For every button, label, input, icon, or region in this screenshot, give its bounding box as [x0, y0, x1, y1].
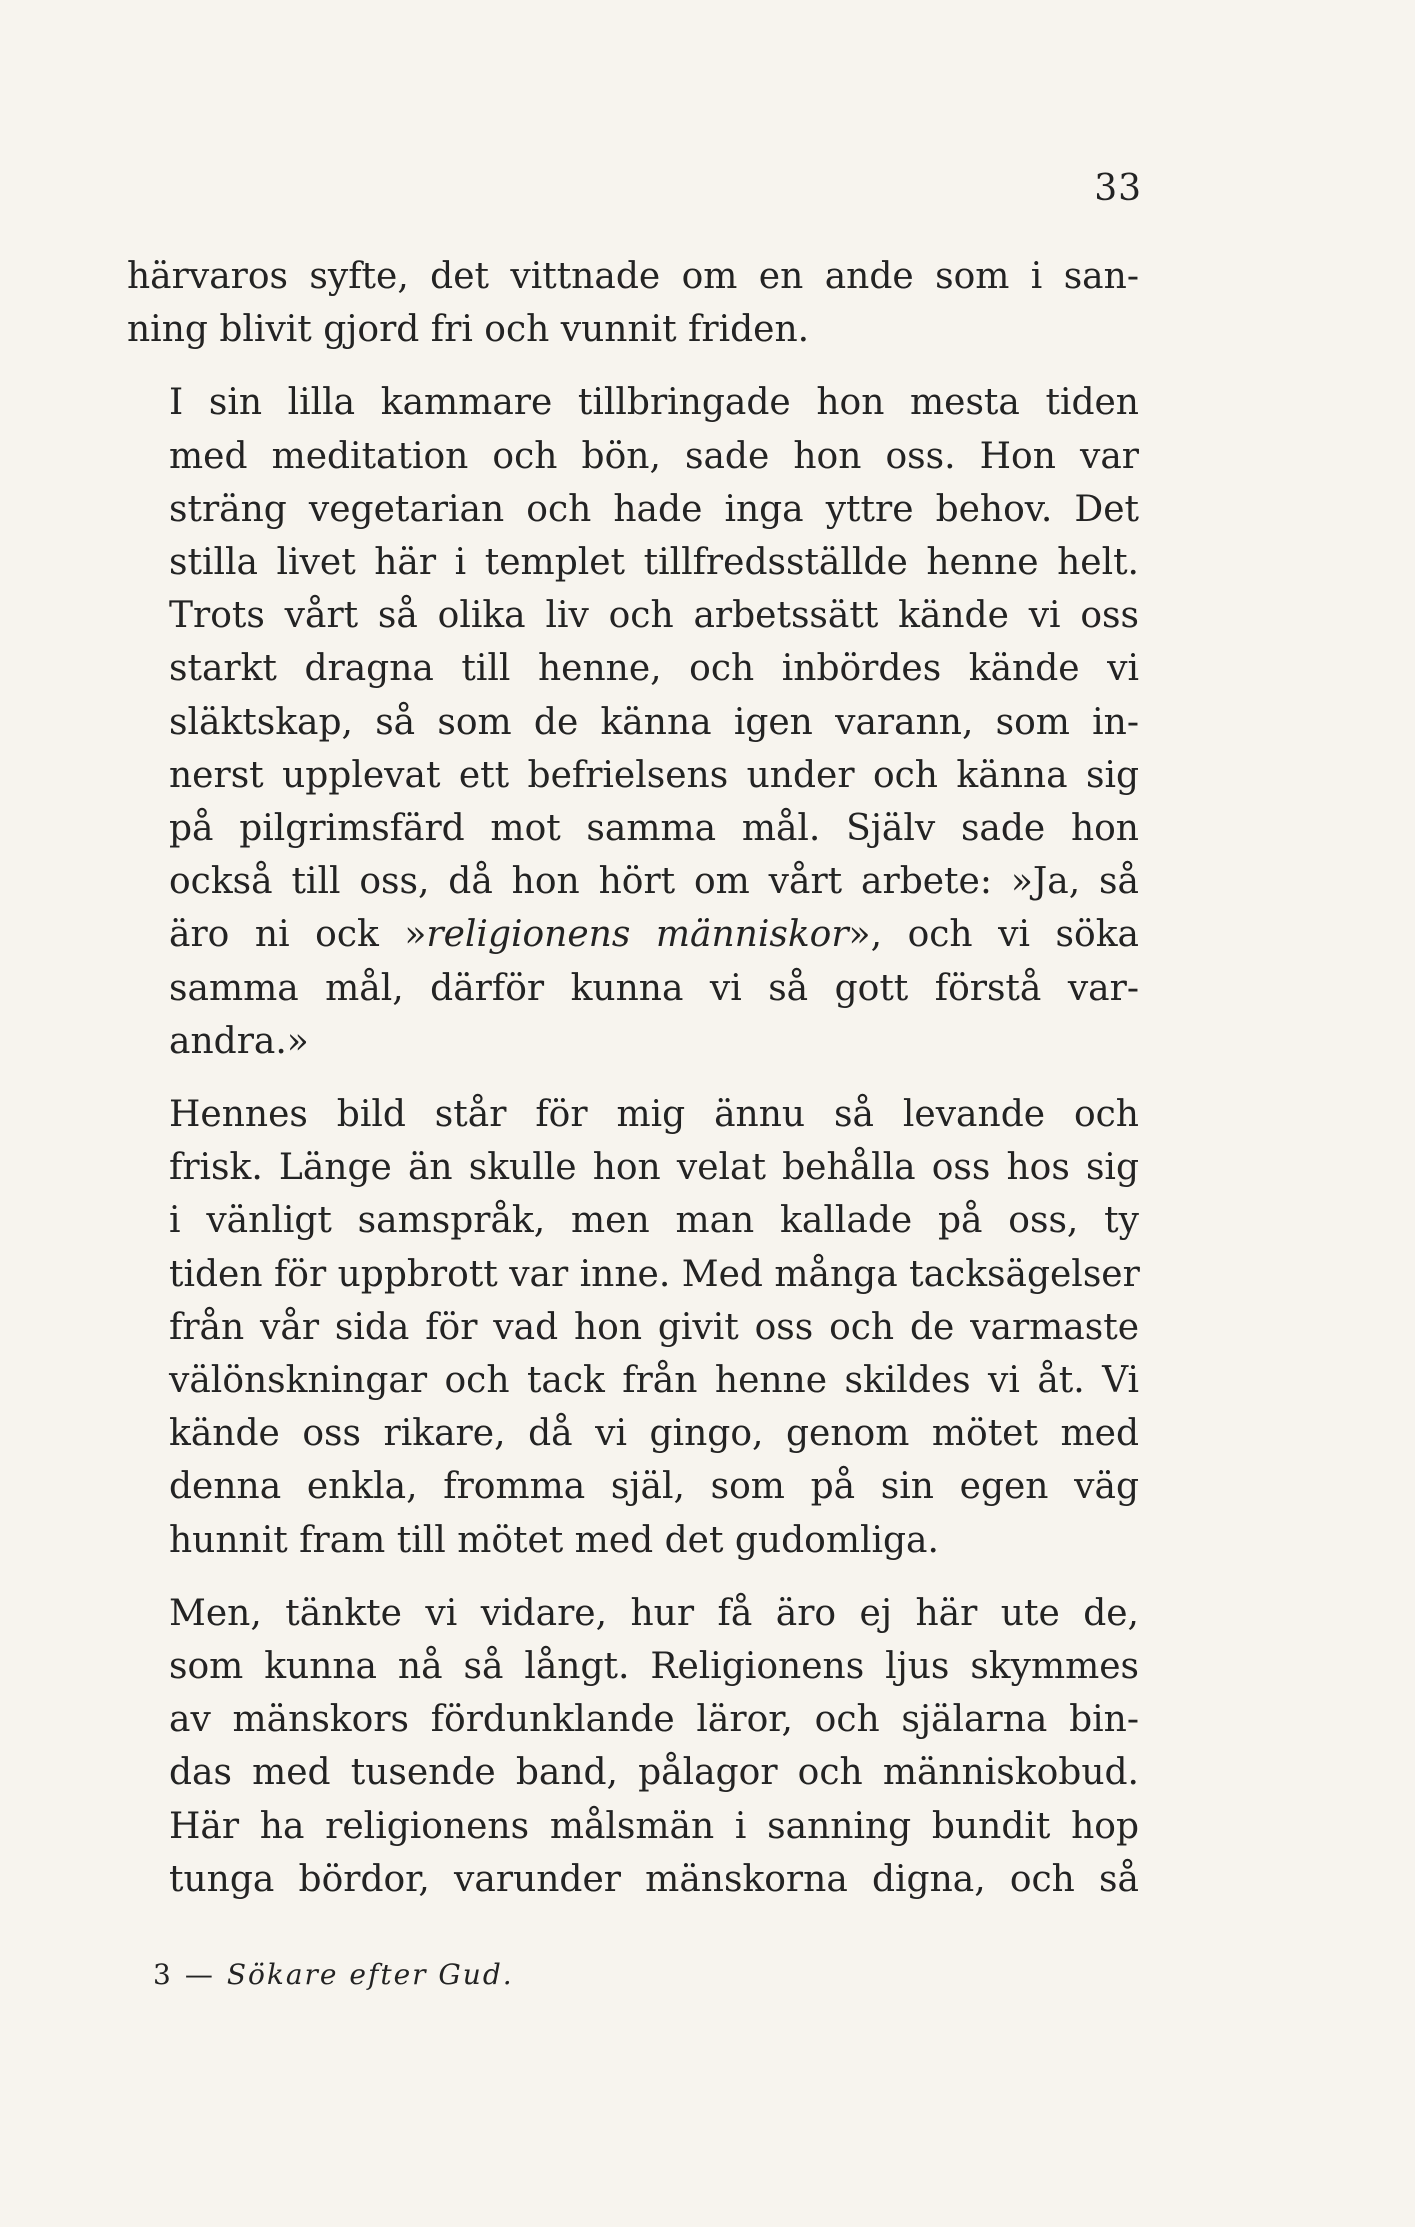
paragraph-1: [127, 250, 1139, 356]
text-line: kände oss rikare, då vi gingo, genom mötet med: [169, 1413, 1139, 1455]
text-segment: äro ni ock »: [169, 914, 427, 956]
text-line: släktskap, så som de känna igen varann, som in-: [169, 701, 1139, 743]
text-line: stilla livet här i templet tillfredsställde henne helt.: [169, 542, 1139, 584]
text-line: frisk. Länge än skulle hon velat behålla oss hos sig: [169, 1147, 1139, 1189]
text-line: I sin lilla kammare tillbringade hon mesta tiden: [169, 382, 1139, 424]
text-line: från vår sida för vad hon givit oss och de varmaste: [169, 1306, 1139, 1348]
text-line: nerst upplevat ett befrielsens under och känna sig: [169, 754, 1139, 796]
text-line: Här ha religionens målsmän i sanning bundit hop: [169, 1805, 1139, 1847]
text-line: Men, tänkte vi vidare, hur få äro ej här ute de,: [169, 1592, 1139, 1634]
text-line: med meditation och bön, sade hon oss. Hon var: [169, 435, 1139, 477]
text-line: av mänskors fördunklande läror, och själarna bin-: [169, 1699, 1139, 1741]
text-line: tunga bördor, varunder mänskorna digna, och så: [169, 1858, 1139, 1900]
signature-number: 3: [153, 1958, 173, 1991]
text-segment: », och vi söka: [848, 914, 1139, 956]
italic-phrase: religionens människor: [426, 914, 849, 956]
signature-footer: [153, 1958, 514, 1991]
paragraph-4: [127, 1587, 1139, 1906]
text-line-with-italic: [127, 908, 1139, 961]
body-text: [127, 250, 1139, 1926]
text-line: härvaros syfte, det vittnade om en ande som i san-: [127, 256, 1139, 297]
text-line: Trots vårt så olika liv och arbetssätt kände vi oss: [169, 595, 1139, 637]
text-line: andra.»: [169, 1020, 309, 1062]
page-number: 33: [1094, 168, 1142, 209]
paragraph-2: [127, 376, 1139, 1068]
text-line: das med tusende band, pålagor och människobud.: [169, 1752, 1139, 1794]
footer-dash: —: [184, 1958, 215, 1991]
text-line: denna enkla, fromma själ, som på sin egen väg: [169, 1466, 1139, 1508]
text-line: i vänligt samspråk, men man kallade på oss, ty: [169, 1200, 1139, 1242]
text-line: tiden för uppbrott var inne. Med många tacksägelser: [169, 1253, 1140, 1295]
paragraph-3: [127, 1088, 1139, 1567]
text-line: sträng vegetarian och hade inga yttre behov. Det: [169, 488, 1139, 530]
text-line: hunnit fram till mötet med det gudomliga.: [169, 1519, 939, 1561]
text-line: samma mål, därför kunna vi så gott förstå var-: [169, 967, 1139, 1009]
book-title: Sökare efter Gud.: [226, 1958, 514, 1991]
text-line: på pilgrimsfärd mot samma mål. Själv sade hon: [169, 808, 1139, 850]
text-line: ning blivit gjord fri och vunnit friden.: [127, 309, 810, 351]
text-line: starkt dragna till henne, och inbördes kände vi: [169, 648, 1139, 690]
text-line: välönskningar och tack från henne skildes vi åt. Vi: [169, 1360, 1139, 1402]
text-line: som kunna nå så långt. Religionens ljus skymmes: [169, 1646, 1139, 1688]
text-line: Hennes bild står för mig ännu så levande och: [169, 1094, 1139, 1136]
text-line: också till oss, då hon hört om vårt arbete: »Ja, så: [169, 861, 1139, 903]
